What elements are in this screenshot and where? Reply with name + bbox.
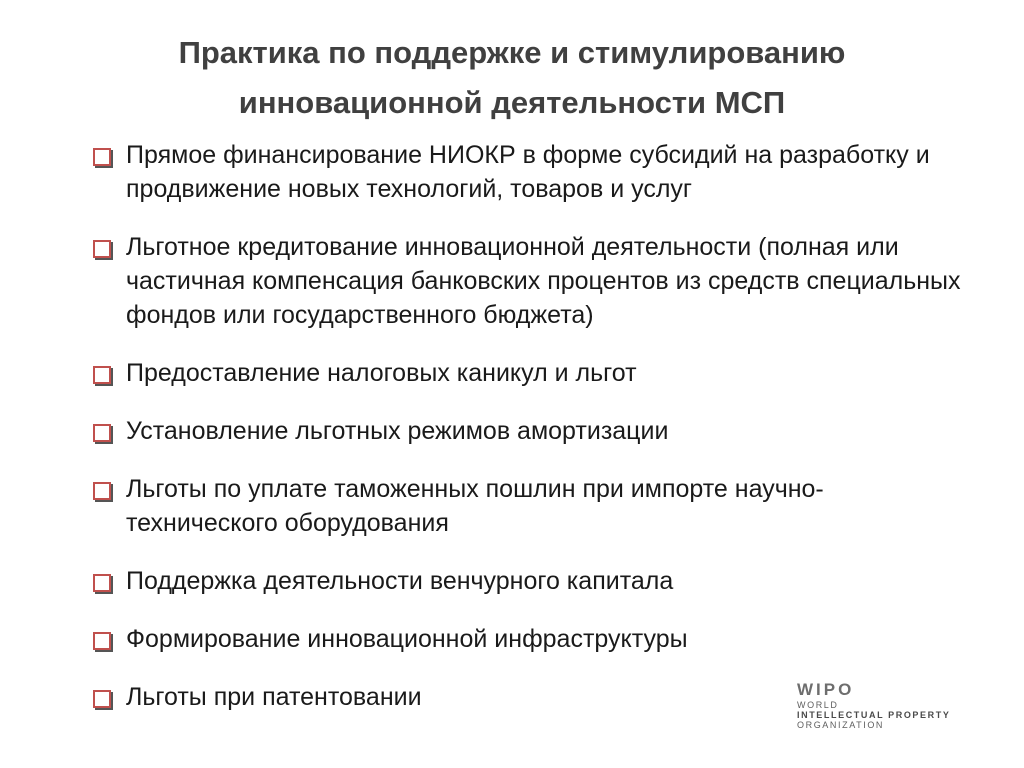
bullet-list: [93, 138, 973, 714]
bullet-text: Поддержка деятельности венчурного капитала: [126, 567, 674, 595]
bullet-item: [93, 230, 973, 332]
bullet-item: [93, 356, 973, 390]
checkbox-icon: [93, 632, 111, 650]
slide-title: [60, 28, 964, 128]
logo-line-3: ORGANIZATION: [797, 720, 885, 730]
bullet-text: Льготы при патентовании: [126, 683, 422, 711]
logo-name: WIPO: [797, 680, 855, 699]
checkbox-icon: [93, 574, 111, 592]
bullet-item: [93, 622, 973, 656]
bullet-text: Предоставление налоговых каникул и льгот: [126, 359, 637, 387]
bullet-item: [93, 138, 973, 206]
checkbox-icon: [93, 148, 111, 166]
logo-line-1: WORLD: [797, 700, 839, 710]
bullet-text: Установление льготных режимов амортизации: [126, 417, 669, 445]
title-line-1: Практика по поддержке и стимулированию: [178, 35, 846, 70]
bullet-text: Льготное кредитование инновационной деятельности (полная или частичная компенсация банковских процентов из средств специальных фондов или государственного бюджета): [126, 233, 961, 329]
checkbox-icon: [93, 424, 111, 442]
checkbox-icon: [93, 366, 111, 384]
wipo-logo: [797, 680, 997, 740]
bullet-item: [93, 472, 973, 540]
checkbox-icon: [93, 482, 111, 500]
bullet-text: Льготы по уплате таможенных пошлин при импорте научно-технического оборудования: [126, 475, 824, 537]
bullet-item: [93, 414, 973, 448]
bullet-text: Формирование инновационной инфраструктуры: [126, 625, 688, 653]
title-line-2: инновационной деятельности МСП: [238, 85, 786, 120]
checkbox-icon: [93, 690, 111, 708]
bullet-text: Прямое финансирование НИОКР в форме субсидий на разработку и продвижение новых технологий, товаров и услуг: [126, 141, 930, 203]
logo-line-2: INTELLECTUAL PROPERTY: [797, 710, 951, 720]
bullet-item: [93, 564, 973, 598]
checkbox-icon: [93, 240, 111, 258]
